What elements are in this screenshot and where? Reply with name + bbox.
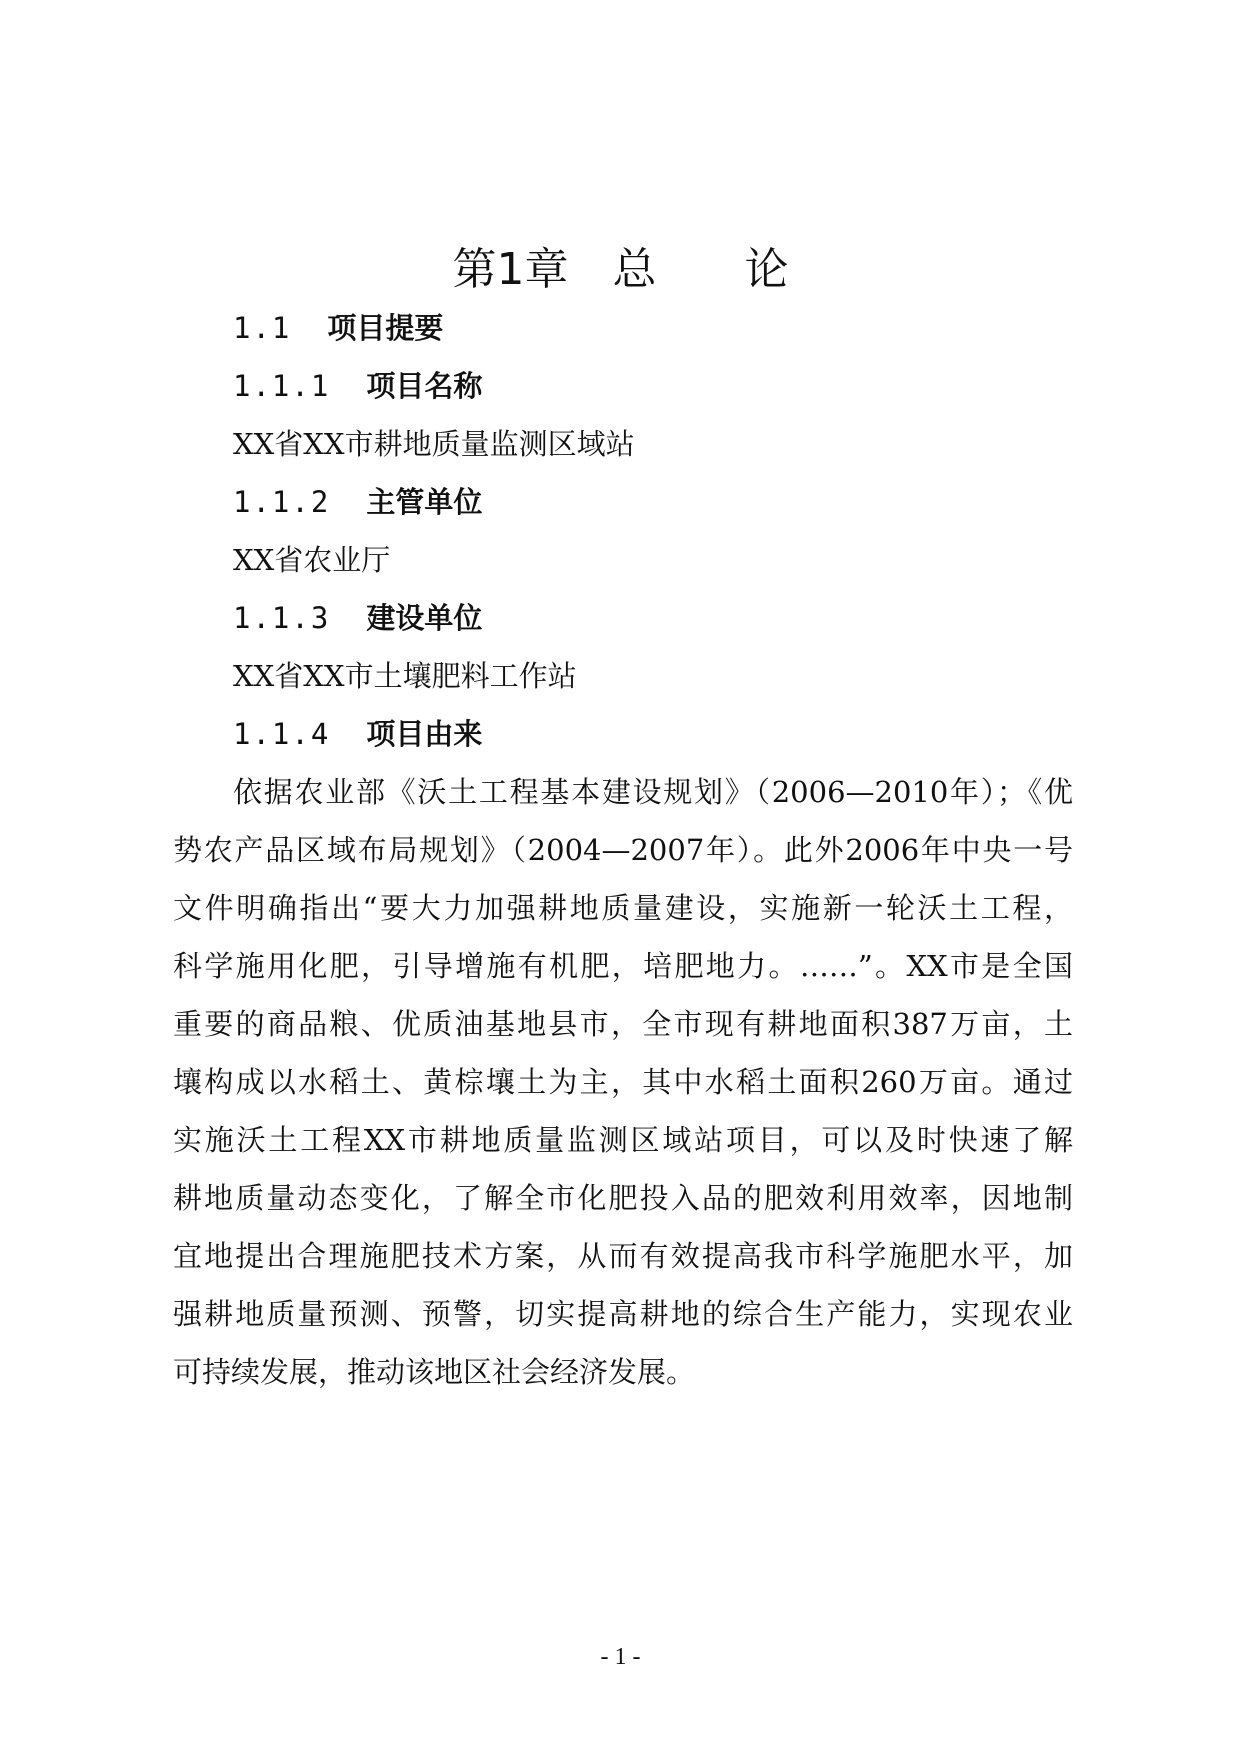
section-number: 1.1.4: [233, 717, 331, 751]
authority-value: XX省农业厅: [233, 543, 391, 577]
section-heading-1-1-1: [233, 366, 482, 406]
builder-value: XX省XX市土壤肥料工作站: [233, 659, 577, 693]
section-heading-1-1-3: [233, 598, 482, 638]
section-number: 1.1.1: [233, 369, 331, 403]
paragraph-line: 文件明确指出“要大力加强耕地质量建设，实施新一轮沃土工程，: [173, 891, 1073, 925]
chapter-title: 第1章 总 论: [452, 244, 789, 295]
section-heading-1-1: [233, 308, 443, 348]
paragraph-line: 势农产品区域布局规划》（2004—2007年）。此外2006年中央一号: [173, 833, 1073, 867]
page-number: - 1 -: [600, 1644, 641, 1670]
section-heading-1-1-2: [233, 482, 482, 522]
section-title: 主管单位: [366, 485, 483, 519]
section-title: 建设单位: [366, 601, 483, 635]
project-name-value: XX省XX市耕地质量监测区域站: [233, 427, 635, 461]
paragraph-line: 强耕地质量预测、预警，切实提高耕地的综合生产能力，实现农业: [173, 1297, 1073, 1331]
section-title: 项目由来: [366, 717, 483, 751]
paragraph-line: 壤构成以水稻土、黄棕壤土为主，其中水稻土面积260万亩。通过: [173, 1065, 1073, 1099]
section-title: 项目提要: [327, 311, 444, 345]
paragraph-line: 可持续发展，推动该地区社会经济发展。: [173, 1355, 696, 1389]
paragraph-line: 耕地质量动态变化，了解全市化肥投入品的肥效利用效率，因地制: [173, 1181, 1073, 1215]
section-number: 1.1.3: [233, 601, 331, 635]
paragraph-line: 宜地提出合理施肥技术方案，从而有效提高我市科学施肥水平，加: [173, 1239, 1073, 1273]
section-title: 项目名称: [366, 369, 483, 403]
section-heading-1-1-4: [233, 714, 482, 754]
paragraph-line: 实施沃土工程XX市耕地质量监测区域站项目，可以及时快速了解: [173, 1123, 1073, 1157]
paragraph-line: 重要的商品粮、优质油基地县市，全市现有耕地面积387万亩，土: [173, 1007, 1073, 1041]
section-number: 1.1.2: [233, 485, 331, 519]
paragraph-line: 科学施用化肥，引导增施有机肥，培肥地力。……”。XX市是全国: [173, 949, 1073, 983]
paragraph-line: 依据农业部《沃土工程基本建设规划》（2006—2010年）；《优: [233, 775, 1073, 809]
section-number: 1.1: [233, 311, 292, 345]
